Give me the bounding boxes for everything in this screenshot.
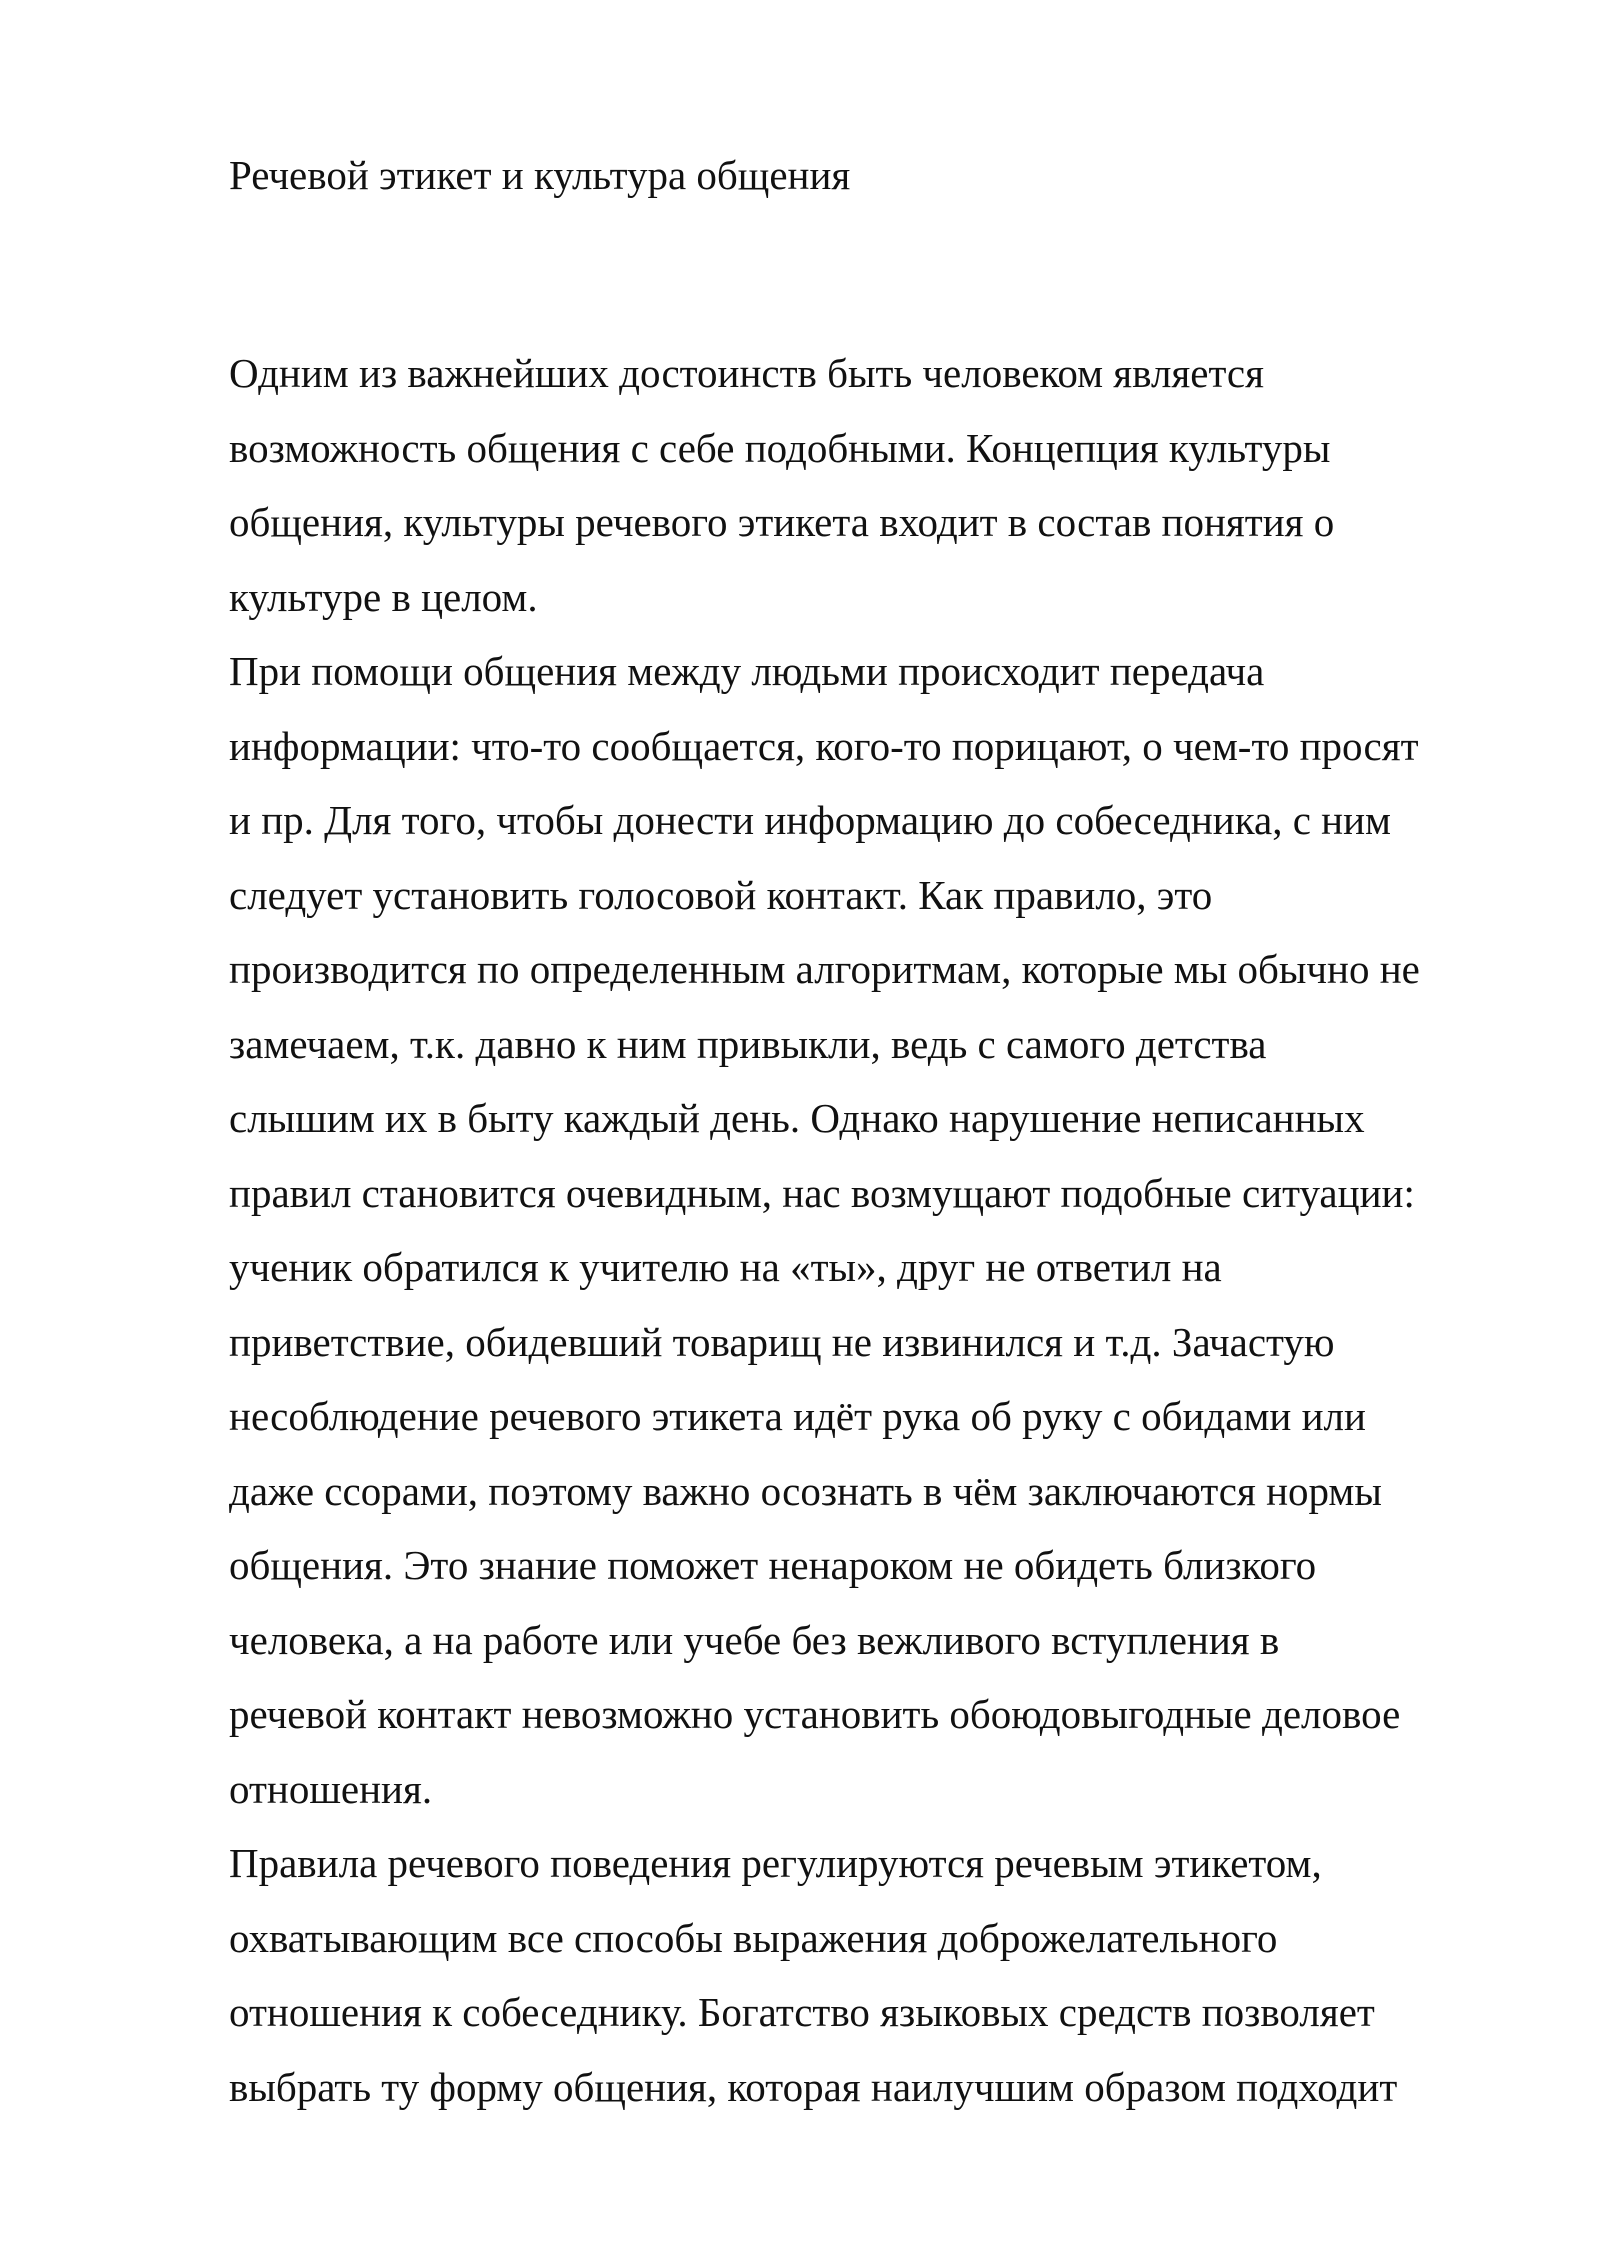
text-line: следует установить голосовой контакт. Как правило, это <box>229 871 1213 918</box>
text-line: слышим их в быту каждый день. Однако нарушение неписанных <box>229 1095 1365 1141</box>
text-line: культуре в целом. <box>229 573 538 620</box>
text-line: выбрать ту форму общения, которая наилучшим образом подходит <box>229 2063 1398 2110</box>
text-line: При помощи общения между людьми происходит передача <box>229 648 1265 694</box>
text-line: правил становится очевидным, нас возмущают подобные ситуации: <box>229 1169 1415 1216</box>
text-line: ученик обратился к учителю на «ты», друг не ответил на <box>229 1244 1222 1290</box>
text-line: замечаем, т.к. давно к ним привыкли, ведь с самого детства <box>229 1020 1267 1067</box>
text-line: речевой контакт невозможно установить обоюдовыгодные деловое <box>229 1691 1401 1737</box>
text-line: возможность общения с себе подобными. Концепция культуры <box>229 424 1331 471</box>
text-line: даже ссорами, поэтому важно осознать в чём заключаются нормы <box>229 1467 1382 1514</box>
text-line: общения, культуры речевого этикета входит в состав понятия о <box>229 499 1335 545</box>
document-body <box>229 336 1529 2124</box>
text-line: человека, а на работе или учебе без вежливого вступления в <box>229 1616 1280 1663</box>
text-line: отношения. <box>229 1765 433 1812</box>
text-line: Одним из важнейших достоинств быть человеком является <box>229 350 1264 396</box>
text-line: информации: что-то сообщается, кого-то порицают, о чем-то просят <box>229 722 1419 769</box>
text-line: охватывающим все способы выражения доброжелательного <box>229 1914 1278 1961</box>
text-line: несоблюдение речевого этикета идёт рука об руку с обидами или <box>229 1393 1366 1439</box>
document-title: Речевой этикет и культура общения <box>229 152 851 198</box>
text-line: общения. Это знание поможет ненароком не обидеть близкого <box>229 1542 1317 1588</box>
text-line: и пр. Для того, чтобы донести информацию до собеседника, с ним <box>229 797 1391 843</box>
text-line: производится по определенным алгоритмам, которые мы обычно не <box>229 946 1420 992</box>
text-line: приветствие, обидевший товарищ не извинился и т.д. Зачастую <box>229 1318 1335 1365</box>
text-line: отношения к собеседнику. Богатство языковых средств позволяет <box>229 1989 1375 2035</box>
text-line: Правила речевого поведения регулируются речевым этикетом, <box>229 1840 1322 1886</box>
